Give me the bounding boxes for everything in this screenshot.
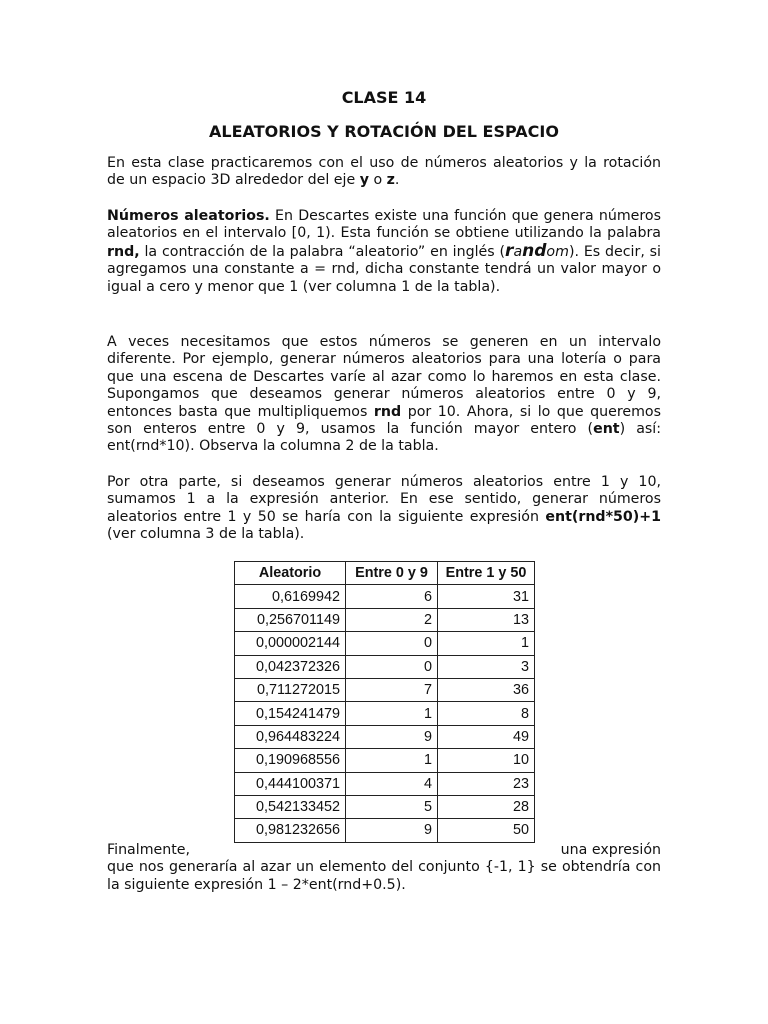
- random-word-a: a: [513, 243, 523, 260]
- interval-paragraph: [107, 334, 661, 456]
- random-word-om: om: [546, 243, 569, 260]
- final-trail-text: una expresión: [560, 842, 661, 858]
- table-row: [235, 608, 535, 631]
- cell-entre-0-y-9: 1: [346, 749, 438, 772]
- table-body: [235, 585, 535, 842]
- interval-text-c: ) así: ent(rnd*10). Observa la columna 2 de la tabla.: [107, 421, 662, 455]
- table-row: [235, 702, 535, 725]
- class-title: CLASE 14: [341, 88, 427, 107]
- keyword-rnd: rnd: [373, 403, 402, 420]
- cell-entre-1-y-50: 10: [438, 749, 535, 772]
- cell-aleatorio: 0,542133452: [235, 795, 346, 818]
- cell-aleatorio: 0,042372326: [235, 655, 346, 678]
- random-numbers-table: [234, 561, 535, 843]
- keyword-rnd: rnd,: [107, 243, 140, 260]
- table-row: [235, 655, 535, 678]
- cell-aleatorio: 0,711272015: [235, 678, 346, 701]
- cell-entre-0-y-9: 7: [346, 678, 438, 701]
- cell-entre-1-y-50: 23: [438, 772, 535, 795]
- interval-text-a: A veces necesitamos que estos números se generen en un intervalo diferente. Por ejemplo, generar números aleatorios para una lotería o para que una escena de Descartes varíe al azar como lo haremos en esta clase. Supongamos que deseamos generar números aleatorios entre 0 y 9, entonces basta que multipliquemos: [107, 334, 661, 420]
- cell-aleatorio: 0,000002144: [235, 632, 346, 655]
- table-row: [235, 678, 535, 701]
- intro-text: En esta clase practicaremos con el uso de números aleatorios y la rotación de un espacio 3D alrededor del eje: [107, 155, 661, 189]
- random-text-b: la contracción de la palabra “aleatorio” en inglés (: [139, 243, 506, 260]
- header-entre-0-y-9: Entre 0 y 9: [346, 562, 438, 585]
- cell-entre-0-y-9: 6: [346, 585, 438, 608]
- expression-ent-rnd-50: ent(rnd*50)+1: [545, 508, 661, 525]
- cell-entre-0-y-9: 1: [346, 702, 438, 725]
- cell-entre-0-y-9: 4: [346, 772, 438, 795]
- intro-text-connector: o: [368, 172, 387, 189]
- cell-aleatorio: 0,444100371: [235, 772, 346, 795]
- cell-entre-0-y-9: 0: [346, 655, 438, 678]
- cell-aleatorio: 0,981232656: [235, 819, 346, 842]
- cell-entre-1-y-50: 3: [438, 655, 535, 678]
- range-text-b: (ver columna 3 de la tabla).: [107, 526, 305, 543]
- cell-aleatorio: 0,190968556: [235, 749, 346, 772]
- random-text-a: En Descartes existe una función que genera números aleatorios en el intervalo [0, 1). Esta función se obtiene utilizando la palabra: [107, 208, 661, 242]
- header-aleatorio: Aleatorio: [235, 562, 346, 585]
- table-row: [235, 725, 535, 748]
- range-text-a: Por otra parte, si deseamos generar números aleatorios entre 1 y 10, sumamos 1 a la expresión anterior. En ese sentido, generar números aleatorios entre 1 y 50 se haría con la siguiente expresión: [107, 474, 661, 525]
- cell-entre-0-y-9: 9: [346, 819, 438, 842]
- random-word-r: r: [505, 240, 514, 261]
- final-rest-text: que nos generaría al azar un elemento del conjunto {-1, 1} se obtendría con la siguiente expresión 1 – 2*ent(rnd+0.5).: [107, 859, 661, 893]
- table-row: [235, 632, 535, 655]
- table-row: [235, 819, 535, 842]
- table-row: [235, 795, 535, 818]
- final-lead-text: Finalmente,: [107, 842, 191, 858]
- cell-entre-1-y-50: 28: [438, 795, 535, 818]
- cell-entre-0-y-9: 5: [346, 795, 438, 818]
- cell-entre-1-y-50: 36: [438, 678, 535, 701]
- interval-text-b: por 10. Ahora, si lo que queremos son enteros entre 0 y 9, usamos la función mayor entero (: [107, 403, 661, 438]
- cell-entre-0-y-9: 0: [346, 632, 438, 655]
- table-row: [235, 749, 535, 772]
- random-numbers-paragraph: [107, 208, 661, 296]
- intro-paragraph: [107, 155, 661, 190]
- cell-entre-1-y-50: 50: [438, 819, 535, 842]
- cell-entre-0-y-9: 9: [346, 725, 438, 748]
- header-entre-1-y-50: Entre 1 y 50: [438, 562, 535, 585]
- cell-aleatorio: 0,964483224: [235, 725, 346, 748]
- intro-text-end: .: [394, 172, 400, 189]
- cell-aleatorio: 0,256701149: [235, 608, 346, 631]
- range-paragraph: [107, 474, 661, 544]
- axis-y: y: [359, 172, 369, 189]
- table-row: [235, 585, 535, 608]
- cell-aleatorio: 0,154241479: [235, 702, 346, 725]
- cell-entre-1-y-50: 8: [438, 702, 535, 725]
- keyword-ent: ent: [593, 421, 620, 438]
- final-paragraph: [107, 842, 661, 894]
- random-numbers-heading: Números aleatorios.: [107, 208, 270, 224]
- cell-entre-1-y-50: 1: [438, 632, 535, 655]
- axis-z: z: [386, 172, 395, 189]
- table-header-row: [235, 562, 535, 585]
- cell-entre-1-y-50: 31: [438, 585, 535, 608]
- random-word: [505, 240, 569, 261]
- random-text-c: ). Es decir, si agregamos una constante a = rnd, dicha constante tendrá un valor mayor o igual a cero y menor que 1 (ver columna 1 de la tabla).: [107, 243, 661, 295]
- random-word-nd: nd: [522, 240, 547, 261]
- cell-aleatorio: 0,6169942: [235, 585, 346, 608]
- cell-entre-0-y-9: 2: [346, 608, 438, 631]
- cell-entre-1-y-50: 13: [438, 608, 535, 631]
- table-row: [235, 772, 535, 795]
- cell-entre-1-y-50: 49: [438, 725, 535, 748]
- section-title: ALEATORIOS Y ROTACIÓN DEL ESPACIO: [209, 122, 559, 141]
